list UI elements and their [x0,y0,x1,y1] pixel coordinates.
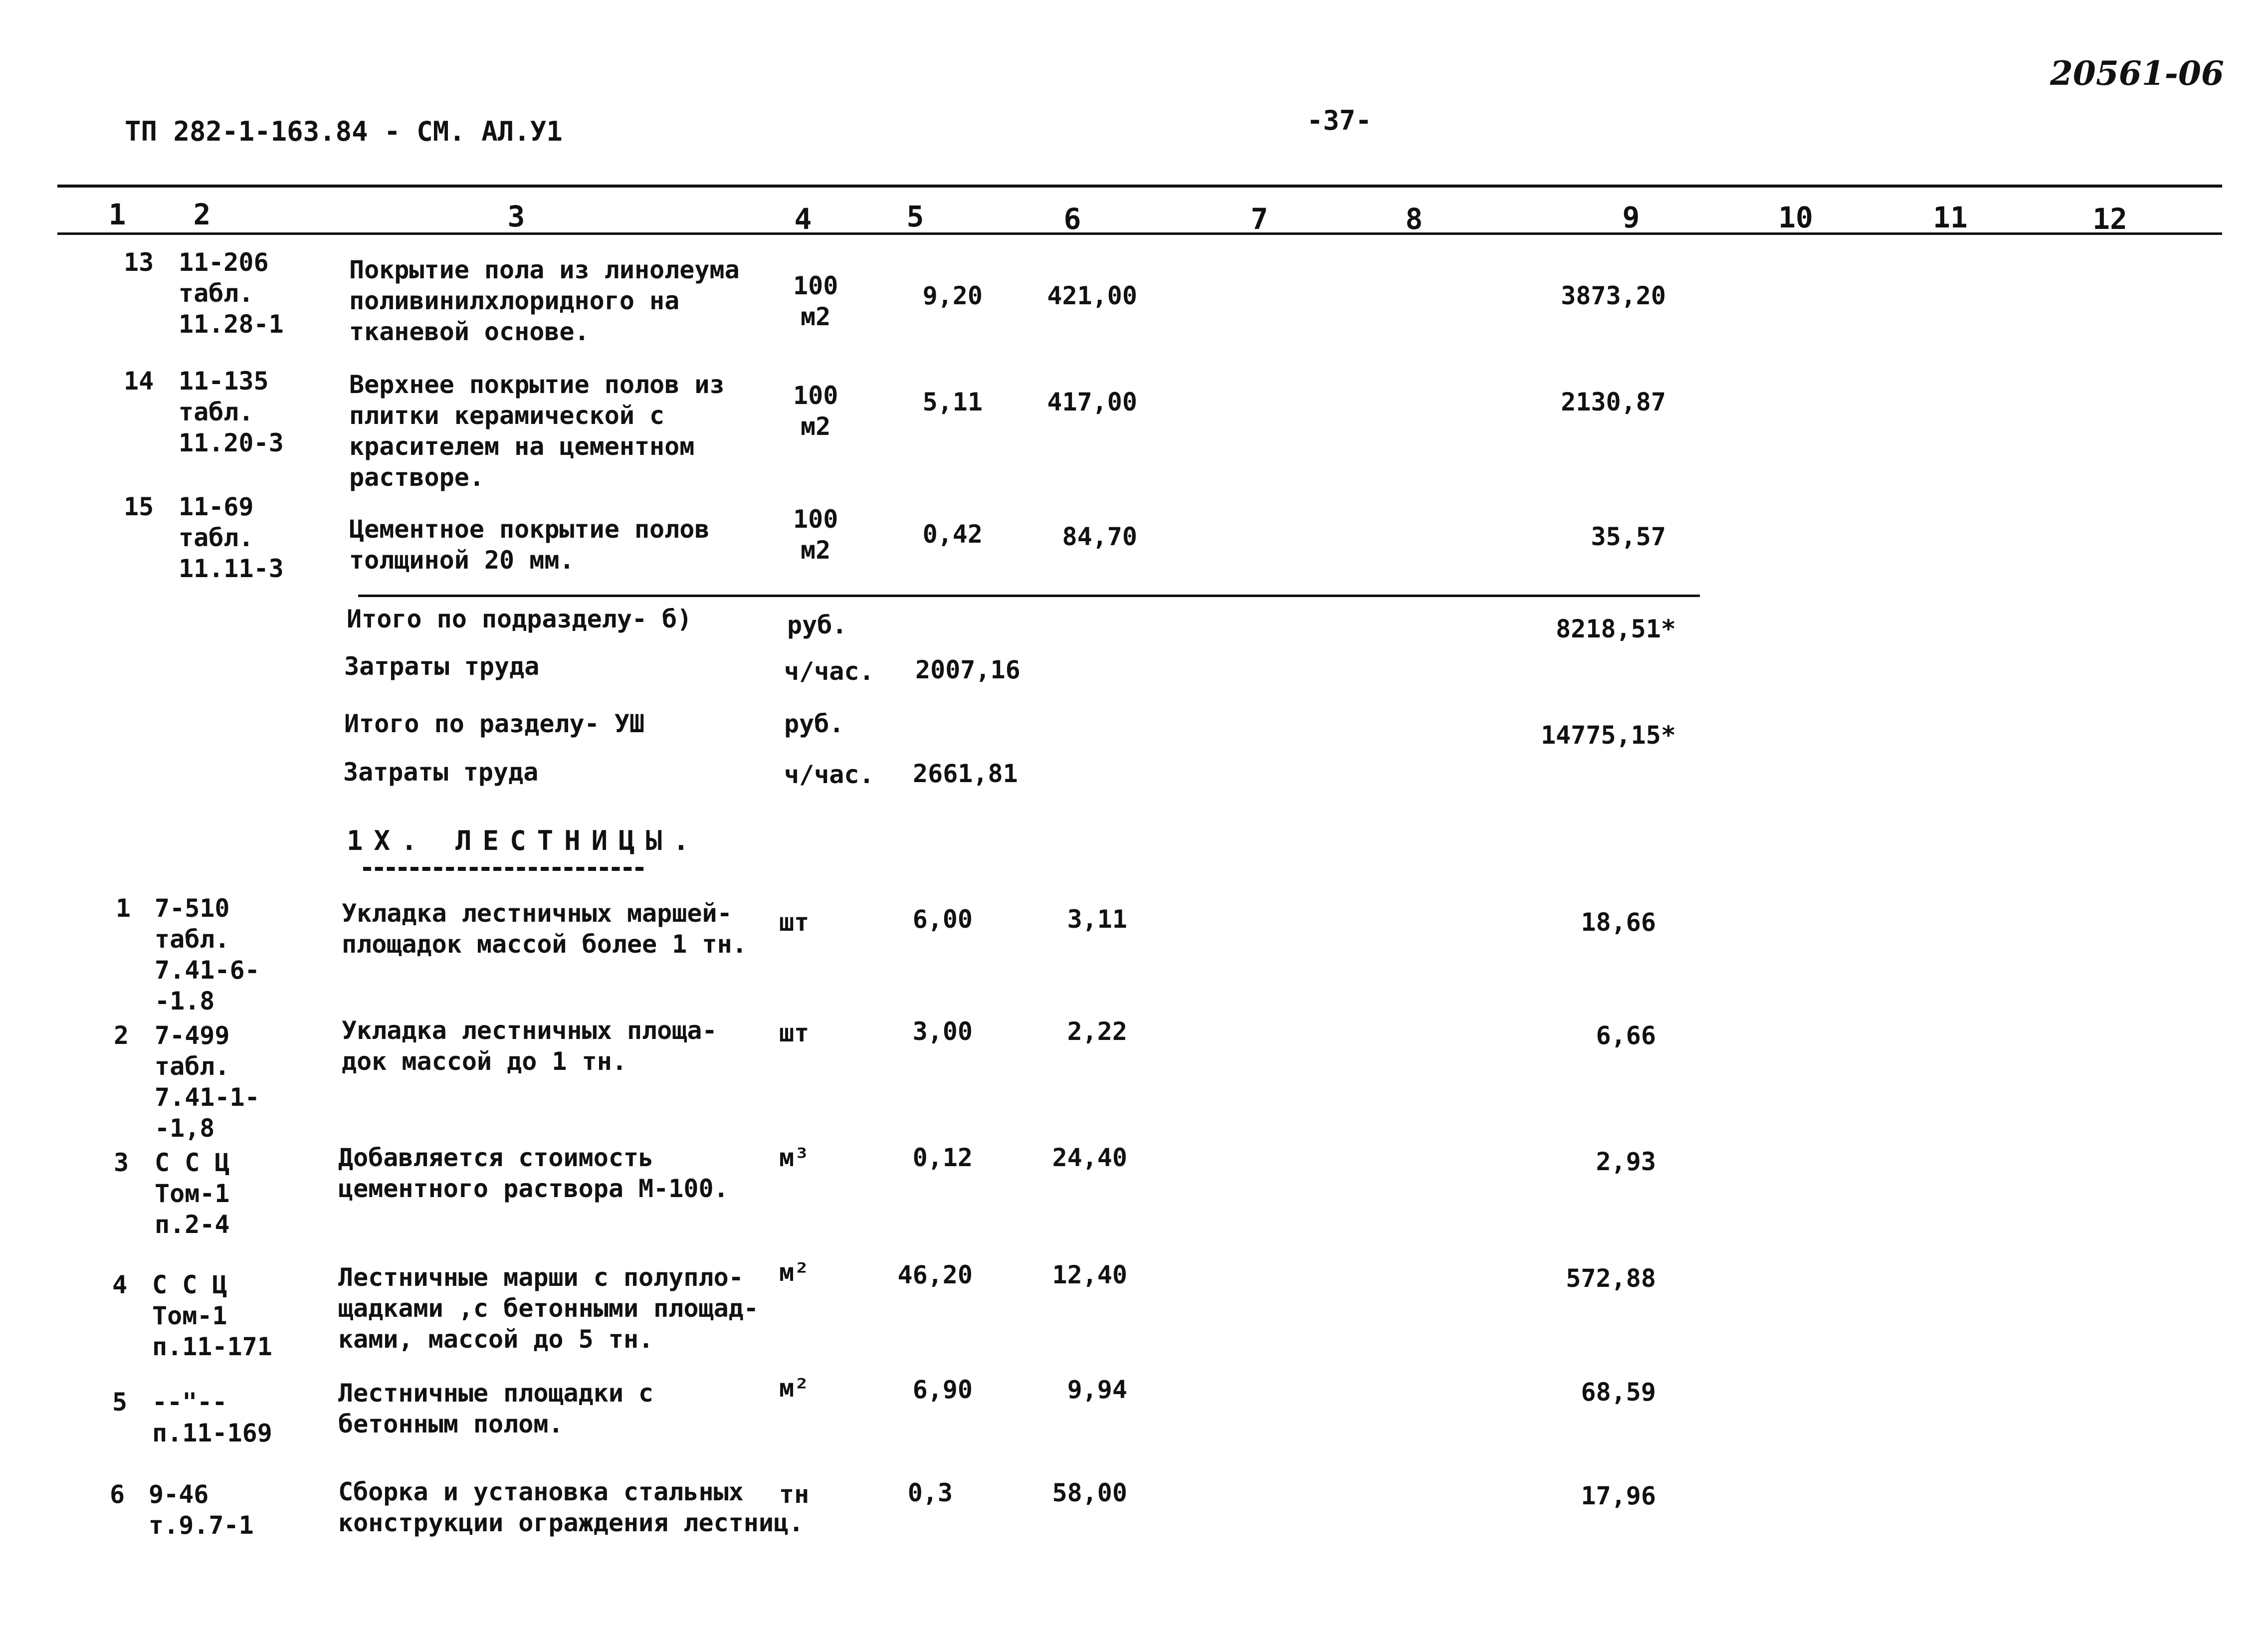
row-number: 13 [124,248,154,277]
norm-code: 11-206 табл. 11.28-1 [179,248,284,339]
work-description: Лестничные марши с полупло- щадками ,с бетонными площад- ками, массой до 5 тн. [338,1263,759,1354]
column-number: 3 [507,200,525,233]
norm-code: 9-46 т.9.7-1 [149,1480,254,1540]
total-cost: 2,93 [1596,1147,1656,1176]
column-number: 12 [2092,202,2127,236]
work-description: Сборка и установка стальных конструкции ограждения лестниц. [338,1477,804,1537]
summary-total: 8218,51* [1556,614,1676,643]
work-description: Укладка лестничных площа- док массой до 1 тн. [342,1016,717,1076]
column-number: 10 [1778,201,1813,234]
archive-stamp: 20561-06 [2050,54,2224,93]
work-description: Укладка лестничных маршей- площадок массой более 1 тн. [342,899,747,959]
row-number: 5 [112,1388,128,1417]
total-cost: 68,59 [1581,1378,1656,1407]
total-cost: 35,57 [1591,522,1666,551]
summary-label: Итого по подразделу- б) [347,605,692,633]
quantity: 0,42 [922,520,983,549]
quantity: 9,20 [922,281,983,310]
subtotal-rule [358,595,1700,597]
norm-code: 11-135 табл. 11.20-3 [179,367,284,457]
column-number: 9 [1622,201,1640,234]
unit-price: 58,00 [1052,1478,1127,1507]
norm-code: 11-69 табл. 11.11-3 [179,492,284,583]
work-description: Цементное покрытие полов толщиной 20 мм. [349,515,710,575]
quantity: 5,11 [922,388,983,416]
summary-unit: ч/час. [784,760,874,789]
column-number: 4 [794,202,812,236]
unit-price: 417,00 [1047,388,1137,416]
summary-quantity: 2007,16 [915,655,1021,684]
row-number: 6 [110,1480,125,1509]
total-cost: 572,88 [1566,1264,1656,1293]
quantity: 6,00 [912,905,973,934]
unit-price: 24,40 [1052,1143,1127,1172]
column-number: 11 [1933,201,1968,234]
row-number: 1 [116,894,131,923]
summary-total: 14775,15* [1541,721,1676,750]
unit: тн [779,1480,810,1509]
unit-price: 9,94 [1067,1375,1127,1404]
document-code: ТП 282-1-163.84 - СМ. АЛ.У1 [125,116,563,147]
total-cost: 2130,87 [1561,388,1666,416]
summary-unit: руб. [787,611,847,639]
norm-code: 7-499 табл. 7.41-1- -1,8 [155,1021,260,1143]
unit-price: 12,40 [1052,1260,1127,1289]
unit: 100 м2 [793,381,838,441]
summary-unit: ч/час. [784,657,874,686]
unit-price: 421,00 [1047,281,1137,310]
summary-quantity: 2661,81 [913,759,1018,788]
quantity: 3,00 [912,1017,973,1046]
norm-code: 7-510 табл. 7.41-6- -1.8 [155,894,260,1016]
work-description: Лестничные площадки с бетонным полом. [338,1379,654,1438]
section-title: 1Х. ЛЕСТНИЦЫ. [347,825,700,856]
total-cost: 17,96 [1581,1481,1656,1510]
column-number: 8 [1405,202,1423,236]
unit: 100 м2 [793,271,838,331]
unit-price: 84,70 [1062,522,1137,551]
row-number: 2 [114,1021,129,1050]
quantity: 0,3 [907,1478,953,1507]
summary-label: Затраты труда [344,652,540,681]
norm-code: С С Ц Том-1 п.2-4 [155,1148,230,1239]
quantity: 0,12 [912,1143,973,1172]
unit-price: 2,22 [1067,1017,1127,1046]
column-number: 1 [108,198,126,231]
total-cost: 3873,20 [1561,281,1666,310]
work-description: Верхнее покрытие полов из плитки керамической с красителем на цементном растворе. [349,370,725,492]
norm-code: С С Ц Том-1 п.11-171 [152,1270,272,1361]
work-description: Добавляется стоимость цементного раствора М-100. [338,1143,729,1203]
quantity: 46,20 [897,1260,973,1289]
header-top-rule [57,185,2222,188]
page-number: -37- [1307,105,1372,136]
column-number: 2 [193,198,211,231]
summary-label: Итого по разделу- УШ [344,709,645,738]
unit-price: 3,11 [1067,905,1127,934]
row-number: 15 [124,492,154,521]
unit: шт [779,908,810,937]
summary-unit: руб. [784,709,844,738]
row-number: 4 [112,1270,128,1299]
row-number: 14 [124,367,154,396]
summary-label: Затраты труда [343,758,539,787]
section-title-underline [363,867,643,871]
norm-code: --"-- п.11-169 [152,1388,272,1447]
column-number: 7 [1250,202,1268,236]
unit: м² [779,1374,810,1403]
unit: м³ [779,1143,810,1172]
header-bottom-rule [57,232,2222,235]
total-cost: 6,66 [1596,1021,1656,1050]
quantity: 6,90 [912,1375,973,1404]
column-number: 5 [906,200,924,233]
row-number: 3 [114,1148,129,1177]
column-number: 6 [1063,202,1081,236]
work-description: Покрытие пола из линолеума поливинилхлоридного на тканевой основе. [349,255,740,346]
unit: шт [779,1019,810,1047]
total-cost: 18,66 [1581,908,1656,937]
unit: 100 м2 [793,505,838,565]
unit: м² [779,1258,810,1287]
